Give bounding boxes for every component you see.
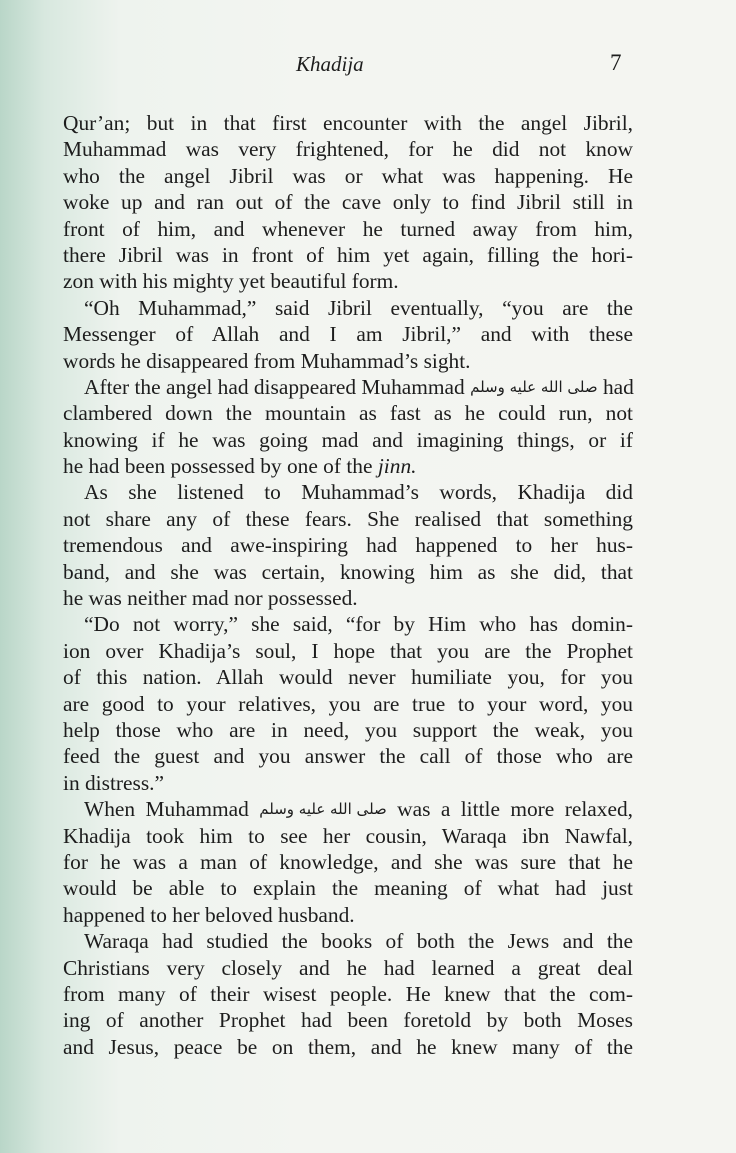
text-line: Muhammad was very frightened, for he did not know bbox=[63, 137, 633, 162]
text-line: woke up and ran out of the cave only to find Jibril still in bbox=[63, 190, 633, 215]
text-line: zon with his mighty yet beautiful form. bbox=[63, 269, 399, 294]
text-line: Khadija took him to see her cousin, Waraqa ibn Nawfal, bbox=[63, 823, 633, 848]
text-line: not share any of these fears. She realised that something bbox=[63, 506, 633, 531]
text-segment: When Muhammad bbox=[84, 797, 249, 822]
text-line: clambered down the mountain as fast as he could run, not bbox=[63, 401, 633, 426]
text-line: Christians very closely and he had learned a great deal bbox=[63, 955, 633, 980]
text-line: As she listened to Muhammad’s words, Khadija did bbox=[84, 480, 633, 505]
text-line: from many of their wisest people. He knew that the com- bbox=[63, 981, 633, 1006]
text-line: help those who are in need, you support the weak, you bbox=[63, 717, 633, 742]
text-line: “Do not worry,” she said, “for by Him who has domin- bbox=[84, 612, 633, 637]
text-line: Messenger of Allah and I am Jibril,” and with these bbox=[63, 322, 633, 347]
text-line: he was neither mad nor possessed. bbox=[63, 586, 358, 611]
text-line: words he disappeared from Muhammad’s sight. bbox=[63, 348, 471, 373]
text-line: Waraqa had studied the books of both the Jews and the bbox=[84, 929, 633, 954]
text-line: happened to her beloved husband. bbox=[63, 902, 355, 927]
text-line: ion over Khadija’s soul, I hope that you are the Prophet bbox=[63, 638, 633, 663]
text-line: “Oh Muhammad,” said Jibril eventually, “you are the bbox=[84, 295, 633, 320]
text-line: would be able to explain the meaning of what had just bbox=[63, 876, 633, 901]
text-line bbox=[63, 374, 633, 400]
text-segment: was a little more relaxed, bbox=[397, 797, 633, 822]
text-line: in distress.” bbox=[63, 770, 164, 795]
chapter-title: Khadija bbox=[296, 52, 364, 76]
text-line: feed the guest and you answer the call of those who are bbox=[63, 744, 633, 769]
page-number: 7 bbox=[610, 50, 622, 75]
text-segment: After the angel had disappeared Muhammad bbox=[84, 374, 465, 399]
running-head bbox=[0, 52, 736, 82]
honorific-glyph: صلى الله عليه وسلم bbox=[259, 800, 387, 819]
text-line: who the angel Jibril was or what was happening. He bbox=[63, 163, 633, 188]
body-text bbox=[63, 110, 633, 1060]
text-line: Qur’an; but in that first encounter with the angel Jibril, bbox=[63, 111, 633, 135]
text-line bbox=[63, 453, 633, 479]
text-line: are good to your relatives, you are true to your word, you bbox=[63, 691, 633, 716]
text-line: front of him, and whenever he turned away from him, bbox=[63, 216, 633, 241]
text-line: band, and she was certain, knowing him as she did, that bbox=[63, 559, 633, 584]
text-line: tremendous and awe-inspiring had happened to her hus- bbox=[63, 533, 633, 558]
text-line: there Jibril was in front of him yet again, filling the hori- bbox=[63, 242, 633, 267]
text-segment: had bbox=[602, 374, 634, 399]
text-line: of this nation. Allah would never humiliate you, for you bbox=[63, 665, 633, 690]
text-line: knowing if he was going mad and imagining things, or if bbox=[63, 427, 633, 452]
text-line: and Jesus, peace be on them, and he knew many of the bbox=[63, 1034, 633, 1059]
text-segment: he had been possessed by one of the bbox=[63, 454, 373, 479]
italic-term: jinn. bbox=[377, 454, 417, 479]
text-line: ing of another Prophet had been foretold by both Moses bbox=[63, 1008, 633, 1033]
text-line bbox=[63, 796, 633, 822]
text-line: for he was a man of knowledge, and she was sure that he bbox=[63, 849, 633, 874]
honorific-glyph: صلى الله عليه وسلم bbox=[470, 377, 598, 396]
